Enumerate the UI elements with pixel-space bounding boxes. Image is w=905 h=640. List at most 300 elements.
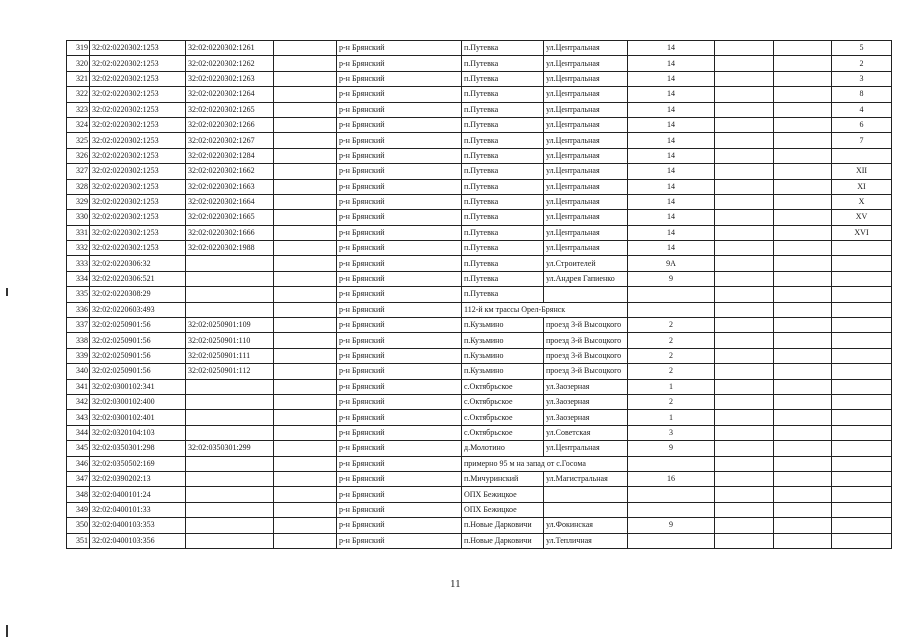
district-cell: р-н Брянский [337,502,462,517]
extra-cell [774,379,832,394]
object-cadastral-number-cell [186,302,274,317]
table-row [67,487,892,502]
settlement-cell: п.Путевка [462,87,544,102]
extra-cell [774,41,832,56]
settlement-cell: п.Путевка [462,287,544,302]
house-number-cell: 14 [628,87,715,102]
empty-cell [274,87,337,102]
unit-number-cell: 4 [832,102,892,117]
extra-cell [774,256,832,271]
street-cell: ул.Центральная [544,194,628,209]
extra-cell [774,287,832,302]
unit-number-cell: 5 [832,41,892,56]
parcel-cadastral-number-cell: 32:02:0220306:32 [90,256,186,271]
object-cadastral-number-cell: 32:02:0220302:1663 [186,179,274,194]
settlement-cell: п.Путевка [462,210,544,225]
house-number-cell: 9А [628,256,715,271]
district-cell: р-н Брянский [337,179,462,194]
unit-number-cell [832,410,892,425]
house-number-cell [628,533,715,548]
unit-number-cell [832,471,892,486]
extra-cell [774,533,832,548]
extra-cell [774,194,832,209]
settlement-cell: п.Путевка [462,194,544,209]
parcel-cadastral-number-cell: 32:02:0220302:1253 [90,87,186,102]
extra-cell [715,179,774,194]
row-number-cell: 336 [67,302,90,317]
row-number-cell: 346 [67,456,90,471]
object-cadastral-number-cell [186,271,274,286]
district-cell: р-н Брянский [337,471,462,486]
unit-number-cell [832,287,892,302]
table-row [67,394,892,409]
extra-cell [715,456,774,471]
empty-cell [274,425,337,440]
parcel-cadastral-number-cell: 32:02:0320104:103 [90,425,186,440]
extra-cell [715,41,774,56]
district-cell: р-н Брянский [337,225,462,240]
parcel-cadastral-number-cell: 32:02:0220308:29 [90,287,186,302]
row-number-cell: 333 [67,256,90,271]
object-cadastral-number-cell [186,256,274,271]
house-number-cell: 14 [628,148,715,163]
parcel-cadastral-number-cell: 32:02:0350502:169 [90,456,186,471]
page-edge-mark [6,288,8,296]
street-cell: ул.Центральная [544,225,628,240]
parcel-cadastral-number-cell: 32:02:0220302:1253 [90,241,186,256]
row-number-cell: 342 [67,394,90,409]
page-number: 11 [450,578,461,590]
street-cell: ул.Центральная [544,164,628,179]
extra-cell [774,133,832,148]
parcel-cadastral-number-cell: 32:02:0220302:1253 [90,194,186,209]
empty-cell [274,225,337,240]
unit-number-cell: XI [832,179,892,194]
district-cell: р-н Брянский [337,364,462,379]
parcel-cadastral-number-cell: 32:02:0220302:1253 [90,56,186,71]
row-number-cell: 319 [67,41,90,56]
extra-cell [715,256,774,271]
object-cadastral-number-cell: 32:02:0350301:299 [186,441,274,456]
row-number-cell: 332 [67,241,90,256]
street-cell: ул.Центральная [544,56,628,71]
house-number-cell [628,487,715,502]
row-number-cell: 328 [67,179,90,194]
settlement-cell: п.Кузьмино [462,318,544,333]
object-cadastral-number-cell: 32:02:0220302:1261 [186,41,274,56]
settlement-cell: с.Октябрьское [462,394,544,409]
district-cell: р-н Брянский [337,56,462,71]
empty-cell [274,348,337,363]
district-cell: р-н Брянский [337,379,462,394]
extra-cell [715,533,774,548]
extra-cell [774,148,832,163]
row-number-cell: 338 [67,333,90,348]
extra-cell [715,87,774,102]
empty-cell [274,518,337,533]
street-cell: ул.Центральная [544,210,628,225]
row-number-cell: 331 [67,225,90,240]
street-cell: ул.Центральная [544,102,628,117]
settlement-cell: п.Путевка [462,56,544,71]
extra-cell [715,164,774,179]
house-number-cell: 14 [628,241,715,256]
extra-cell [774,471,832,486]
empty-cell [274,164,337,179]
extra-cell [774,71,832,86]
unit-number-cell: 6 [832,117,892,132]
settlement-cell: д.Молотино [462,441,544,456]
empty-cell [274,364,337,379]
street-cell: ул.Андрея Гапиенко [544,271,628,286]
district-cell: р-н Брянский [337,148,462,163]
table-row [67,456,892,471]
unit-number-cell [832,348,892,363]
row-number-cell: 335 [67,287,90,302]
extra-cell [715,225,774,240]
street-cell: ул.Тепличная [544,533,628,548]
extra-cell [715,194,774,209]
empty-cell [274,117,337,132]
unit-number-cell [832,364,892,379]
object-cadastral-number-cell: 32:02:0220302:1665 [186,210,274,225]
extra-cell [774,164,832,179]
table-row [67,533,892,548]
extra-cell [715,425,774,440]
parcel-cadastral-number-cell: 32:02:0220302:1253 [90,179,186,194]
table-row [67,210,892,225]
object-cadastral-number-cell [186,487,274,502]
settlement-cell: п.Кузьмино [462,348,544,363]
street-cell: ул.Магистральная [544,471,628,486]
settlement-cell: п.Путевка [462,271,544,286]
extra-cell [715,502,774,517]
row-number-cell: 330 [67,210,90,225]
district-cell: р-н Брянский [337,117,462,132]
settlement-cell: п.Путевка [462,102,544,117]
unit-number-cell [832,241,892,256]
extra-cell [774,410,832,425]
empty-cell [274,318,337,333]
house-number-cell: 2 [628,364,715,379]
object-cadastral-number-cell [186,425,274,440]
house-number-cell [628,302,715,317]
extra-cell [774,117,832,132]
house-number-cell: 14 [628,179,715,194]
row-number-cell: 329 [67,194,90,209]
row-number-cell: 347 [67,471,90,486]
street-cell: ул.Строителей [544,256,628,271]
object-cadastral-number-cell: 32:02:0250901:110 [186,333,274,348]
table-row [67,41,892,56]
extra-cell [774,348,832,363]
parcel-cadastral-number-cell: 32:02:0220603:493 [90,302,186,317]
unit-number-cell [832,318,892,333]
district-cell: р-н Брянский [337,318,462,333]
row-number-cell: 327 [67,164,90,179]
table-row [67,348,892,363]
unit-number-cell [832,256,892,271]
settlement-cell: 112-й км трассы Орел-Брянск [462,302,628,317]
extra-cell [774,102,832,117]
empty-cell [274,41,337,56]
object-cadastral-number-cell: 32:02:0250901:112 [186,364,274,379]
house-number-cell: 2 [628,348,715,363]
unit-number-cell [832,394,892,409]
object-cadastral-number-cell [186,456,274,471]
district-cell: р-н Брянский [337,348,462,363]
unit-number-cell [832,487,892,502]
settlement-cell: ОПХ Бежицкое [462,487,544,502]
empty-cell [274,241,337,256]
settlement-cell: п.Путевка [462,133,544,148]
house-number-cell [628,502,715,517]
table-row [67,318,892,333]
extra-cell [774,56,832,71]
extra-cell [774,487,832,502]
district-cell: р-н Брянский [337,41,462,56]
district-cell: р-н Брянский [337,518,462,533]
district-cell: р-н Брянский [337,333,462,348]
object-cadastral-number-cell [186,502,274,517]
street-cell: проезд 3-й Высоцкого [544,318,628,333]
district-cell: р-н Брянский [337,102,462,117]
table-row [67,117,892,132]
page-edge-mark [6,625,8,637]
district-cell: р-н Брянский [337,394,462,409]
unit-number-cell [832,271,892,286]
extra-cell [774,441,832,456]
settlement-cell: п.Путевка [462,256,544,271]
object-cadastral-number-cell: 32:02:0220302:1262 [186,56,274,71]
settlement-cell: п.Путевка [462,148,544,163]
table-row [67,241,892,256]
parcel-cadastral-number-cell: 32:02:0250901:56 [90,318,186,333]
extra-cell [774,302,832,317]
table-row [67,179,892,194]
empty-cell [274,533,337,548]
settlement-cell: п.Путевка [462,179,544,194]
table-row [67,364,892,379]
street-cell: ул.Фокинская [544,518,628,533]
settlement-cell: п.Кузьмино [462,333,544,348]
empty-cell [274,56,337,71]
unit-number-cell: XII [832,164,892,179]
settlement-cell: п.Кузьмино [462,364,544,379]
empty-cell [274,271,337,286]
house-number-cell: 14 [628,164,715,179]
extra-cell [715,287,774,302]
extra-cell [715,318,774,333]
parcel-cadastral-number-cell: 32:02:0220302:1253 [90,148,186,163]
district-cell: р-н Брянский [337,425,462,440]
extra-cell [715,394,774,409]
extra-cell [715,518,774,533]
settlement-cell: п.Путевка [462,71,544,86]
extra-cell [774,456,832,471]
unit-number-cell [832,456,892,471]
parcel-cadastral-number-cell: 32:02:0400101:33 [90,502,186,517]
extra-cell [715,133,774,148]
settlement-cell: п.Мичуринский [462,471,544,486]
object-cadastral-number-cell [186,287,274,302]
unit-number-cell: 8 [832,87,892,102]
house-number-cell: 1 [628,410,715,425]
parcel-cadastral-number-cell: 32:02:0220302:1253 [90,71,186,86]
district-cell: р-н Брянский [337,71,462,86]
table-row [67,256,892,271]
district-cell: р-н Брянский [337,287,462,302]
row-number-cell: 320 [67,56,90,71]
parcel-cadastral-number-cell: 32:02:0400101:24 [90,487,186,502]
extra-cell [715,271,774,286]
extra-cell [774,394,832,409]
district-cell: р-н Брянский [337,487,462,502]
extra-cell [715,210,774,225]
parcel-cadastral-number-cell: 32:02:0220302:1253 [90,164,186,179]
unit-number-cell [832,148,892,163]
row-number-cell: 348 [67,487,90,502]
table-row [67,102,892,117]
street-cell: ул.Центральная [544,179,628,194]
unit-number-cell [832,518,892,533]
street-cell: ул.Советская [544,425,628,440]
unit-number-cell [832,441,892,456]
row-number-cell: 344 [67,425,90,440]
house-number-cell: 9 [628,518,715,533]
object-cadastral-number-cell: 32:02:0220302:1263 [186,71,274,86]
district-cell: р-н Брянский [337,441,462,456]
street-cell: ул.Центральная [544,441,628,456]
extra-cell [715,487,774,502]
house-number-cell [628,456,715,471]
street-cell: проезд 3-й Высоцкого [544,348,628,363]
table-row [67,71,892,86]
district-cell: р-н Брянский [337,302,462,317]
house-number-cell: 16 [628,471,715,486]
table-row [67,148,892,163]
empty-cell [274,487,337,502]
settlement-cell: п.Путевка [462,117,544,132]
empty-cell [274,133,337,148]
extra-cell [715,302,774,317]
table-row [67,425,892,440]
empty-cell [274,379,337,394]
row-number-cell: 323 [67,102,90,117]
parcel-cadastral-number-cell: 32:02:0390202:13 [90,471,186,486]
unit-number-cell [832,502,892,517]
empty-cell [274,410,337,425]
parcel-cadastral-number-cell: 32:02:0250901:56 [90,333,186,348]
table-row [67,502,892,517]
district-cell: р-н Брянский [337,533,462,548]
table-row [67,133,892,148]
settlement-cell: с.Октябрьское [462,410,544,425]
extra-cell [715,348,774,363]
cadastral-register-table [66,40,892,549]
house-number-cell: 14 [628,117,715,132]
district-cell: р-н Брянский [337,194,462,209]
extra-cell [715,148,774,163]
extra-cell [715,471,774,486]
street-cell: ул.Заозерная [544,379,628,394]
settlement-cell: с.Октябрьское [462,379,544,394]
house-number-cell: 9 [628,441,715,456]
house-number-cell: 14 [628,41,715,56]
settlement-cell: п.Путевка [462,225,544,240]
extra-cell [774,333,832,348]
parcel-cadastral-number-cell: 32:02:0400103:356 [90,533,186,548]
extra-cell [715,410,774,425]
street-cell: ул.Заозерная [544,394,628,409]
house-number-cell: 14 [628,194,715,209]
house-number-cell: 14 [628,133,715,148]
extra-cell [774,425,832,440]
empty-cell [274,302,337,317]
object-cadastral-number-cell: 32:02:0220302:1266 [186,117,274,132]
unit-number-cell [832,302,892,317]
parcel-cadastral-number-cell: 32:02:0220302:1253 [90,117,186,132]
settlement-cell: с.Октябрьское [462,425,544,440]
street-cell: проезд 3-й Высоцкого [544,333,628,348]
row-number-cell: 340 [67,364,90,379]
extra-cell [715,71,774,86]
extra-cell [715,117,774,132]
parcel-cadastral-number-cell: 32:02:0250901:56 [90,364,186,379]
empty-cell [274,287,337,302]
extra-cell [774,87,832,102]
empty-cell [274,502,337,517]
extra-cell [774,271,832,286]
extra-cell [715,441,774,456]
extra-cell [774,179,832,194]
object-cadastral-number-cell: 32:02:0250901:109 [186,318,274,333]
object-cadastral-number-cell [186,410,274,425]
table-row [67,164,892,179]
parcel-cadastral-number-cell: 32:02:0300102:401 [90,410,186,425]
row-number-cell: 325 [67,133,90,148]
parcel-cadastral-number-cell: 32:02:0250901:56 [90,348,186,363]
parcel-cadastral-number-cell: 32:02:0220302:1253 [90,41,186,56]
unit-number-cell [832,425,892,440]
row-number-cell: 345 [67,441,90,456]
table-body [67,41,892,549]
row-number-cell: 326 [67,148,90,163]
object-cadastral-number-cell: 32:02:0220302:1664 [186,194,274,209]
empty-cell [274,210,337,225]
unit-number-cell: XV [832,210,892,225]
settlement-cell: ОПХ Бежицкое [462,502,544,517]
house-number-cell [628,287,715,302]
object-cadastral-number-cell: 32:02:0250901:111 [186,348,274,363]
object-cadastral-number-cell: 32:02:0220302:1662 [186,164,274,179]
street-cell: проезд 3-й Высоцкого [544,364,628,379]
table-row [67,379,892,394]
unit-number-cell [832,333,892,348]
house-number-cell: 9 [628,271,715,286]
empty-cell [274,256,337,271]
house-number-cell: 14 [628,56,715,71]
object-cadastral-number-cell: 32:02:0220302:1264 [186,87,274,102]
row-number-cell: 351 [67,533,90,548]
extra-cell [774,318,832,333]
district-cell: р-н Брянский [337,456,462,471]
empty-cell [274,179,337,194]
table-row [67,518,892,533]
object-cadastral-number-cell: 32:02:0220302:1265 [186,102,274,117]
row-number-cell: 321 [67,71,90,86]
street-cell: ул.Центральная [544,41,628,56]
